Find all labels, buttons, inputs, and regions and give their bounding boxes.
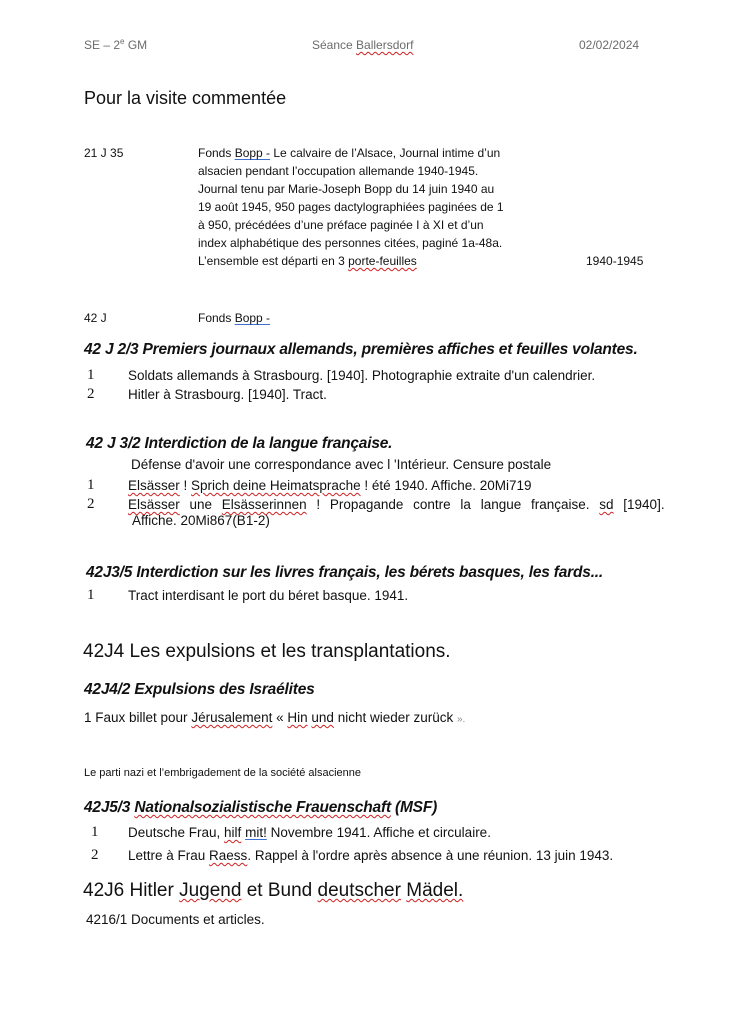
page-title: Pour la visite commentée	[84, 88, 287, 108]
grammar-flag[interactable]: mit!	[245, 825, 267, 840]
header-left: SE – 2e GM	[84, 37, 148, 52]
spelling-error[interactable]: Sprich deine Heimatsprache	[191, 478, 361, 493]
list-number: 2	[87, 386, 95, 402]
spelling-error[interactable]: porte-feuilles	[348, 254, 417, 268]
section-heading-42j35: 42J3/5 Interdiction sur les livres français, les bérets basques, les fards...	[86, 564, 604, 581]
entry-code-21j35: 21 J 35	[84, 146, 124, 160]
list-number: 1	[87, 587, 95, 603]
spelling-error[interactable]: Nationalsozialistische Frauenschaft	[134, 799, 391, 816]
entry-description-42j: Fonds Bopp -	[198, 311, 271, 325]
note-parti-nazi: Le parti nazi et l’embrigadement de la société alsacienne	[84, 767, 361, 779]
spelling-error[interactable]: Elsässerinnen	[221, 497, 307, 512]
section-intro: Défense d'avoir une correspondance avec l 'Intérieur. Censure postale	[131, 457, 552, 472]
section-heading-42j4: 42J4 Les expulsions et les transplantations.	[83, 641, 451, 662]
list-item: Deutsche Frau, hilf mit! Novembre 1941. Affiche et circulaire.	[128, 825, 491, 840]
spelling-error[interactable]: Ballersdorf	[356, 38, 414, 52]
list-number: 1	[87, 367, 95, 383]
entry-code-42j: 42 J	[84, 311, 107, 325]
list-item: 1 Faux billet pour Jérusalement « Hin und nicht wieder zurück ».	[84, 710, 466, 725]
header-date: 02/02/2024	[579, 38, 640, 52]
spelling-error[interactable]: und	[311, 710, 334, 725]
list-number: 1	[91, 824, 99, 840]
spelling-error[interactable]: hilf	[224, 825, 242, 840]
section-heading-42j42: 42J4/2 Expulsions des Israélites	[84, 681, 315, 698]
spelling-error[interactable]: sd	[599, 497, 614, 512]
list-item: Hitler à Strasbourg. [1940]. Tract.	[128, 387, 327, 402]
spelling-error[interactable]: Jugend	[179, 880, 242, 901]
section-heading-42j32: 42 J 3/2 Interdiction de la langue française.	[86, 435, 393, 452]
spelling-error[interactable]: Jérusalement	[191, 710, 273, 725]
spelling-error[interactable]: deutscher	[317, 880, 401, 901]
spelling-error[interactable]: Mädel.	[406, 880, 464, 901]
list-number: 2	[91, 847, 99, 863]
entry-dates-21j35: 1940-1945	[586, 254, 644, 268]
header-center: Séance Ballersdorf	[312, 38, 414, 52]
grammar-flag[interactable]: Bopp -	[234, 146, 271, 160]
list-item: Elsässer une Elsässerinnen ! Propagande contre la langue française. sd [1940]. Affiche. 20Mi867(B1-2)	[128, 497, 665, 528]
section-heading-42j23: 42 J 2/3 Premiers journaux allemands, premières affiches et feuilles volantes.	[84, 341, 638, 358]
spelling-error[interactable]: Elsässer	[128, 478, 180, 493]
list-number: 1	[87, 477, 95, 493]
spelling-error[interactable]: Elsässer	[128, 497, 180, 512]
list-item: Tract interdisant le port du béret basque. 1941.	[128, 588, 409, 603]
entry-description-21j35: Fonds Bopp - Le calvaire de l’Alsace, Journal intime d’un alsacien pendant l’occupation allemande 1940-1945. Journal tenu par Marie-Joseph Bopp du 14 juin 1940 au 19 août 1945, 950 pages dactylographiées paginées de 1 à 950, précédées d’une préface paginée I à XI et d’un index alphabétique des personnes citées, paginé 1a-48a. L’ensemble est départi en 3 porte-feuilles	[198, 146, 504, 268]
list-item: Elsässer ! Sprich deine Heimatsprache ! été 1940. Affiche. 20Mi719	[128, 478, 532, 493]
section-heading-42j53: 42J5/3 Nationalsozialistische Frauenschaft (MSF)	[84, 799, 438, 816]
spelling-error[interactable]: Hin	[287, 710, 308, 725]
spelling-error[interactable]: Raess	[209, 848, 248, 863]
list-item: Soldats allemands à Strasbourg. [1940]. Photographie extraite d'un calendrier.	[128, 368, 596, 383]
section-heading-42j6: 42J6 Hitler Jugend et Bund deutscher Mädel.	[83, 880, 464, 901]
list-item: Lettre à Frau Raess. Rappel à l'ordre après absence à une réunion. 13 juin 1943.	[128, 848, 614, 863]
grammar-flag[interactable]: Bopp -	[234, 311, 271, 325]
list-number: 2	[87, 496, 95, 512]
section-42j6-line: 4216/1 Documents et articles.	[86, 912, 265, 927]
